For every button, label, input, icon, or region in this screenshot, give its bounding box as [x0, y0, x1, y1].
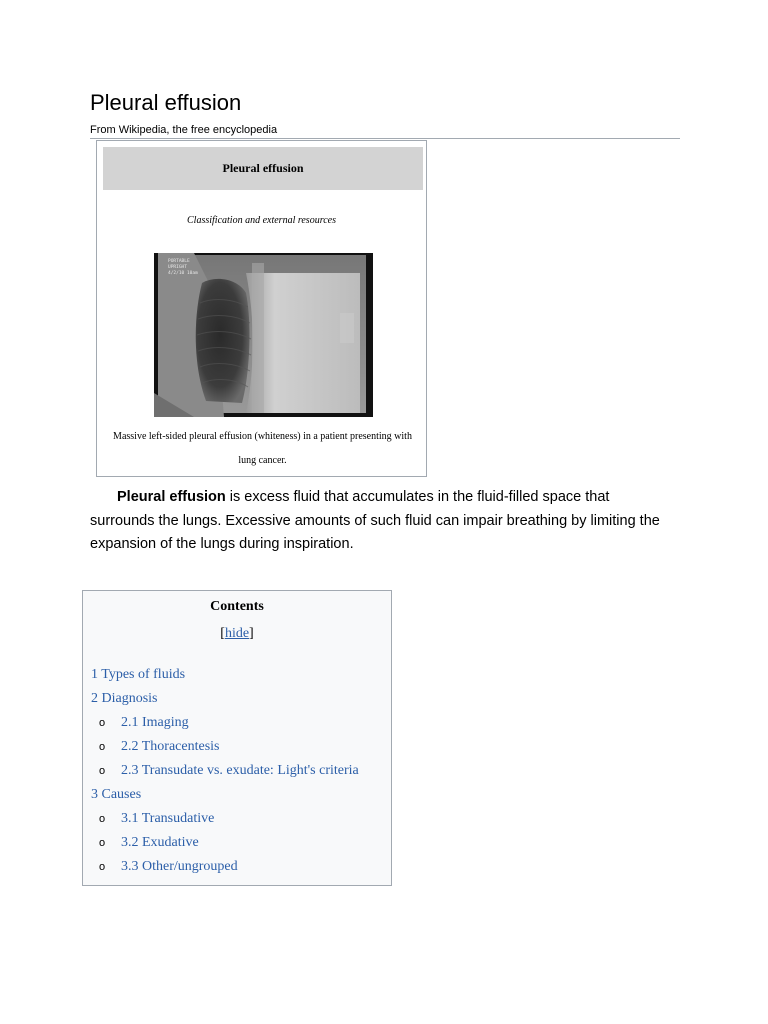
toc-item: [91, 831, 359, 855]
table-of-contents: [82, 590, 392, 886]
toc-link-thoracentesis[interactable]: 2.2 Thoracentesis: [121, 739, 220, 754]
xray-label-line-1: PORTABLE: [168, 259, 190, 264]
xray-label-line-3: 4/2/10 10am: [168, 271, 198, 276]
toc-bullet: o: [99, 813, 106, 825]
toc-link-imaging[interactable]: 2.1 Imaging: [121, 715, 189, 730]
chest-xray-image[interactable]: [154, 253, 373, 417]
toc-item: [91, 687, 359, 711]
toc-bullet: o: [99, 861, 106, 873]
toc-link-other-ungrouped[interactable]: 3.3 Other/ungrouped: [121, 859, 238, 874]
intro-bold-term: Pleural effusion: [117, 489, 226, 505]
infobox: [96, 140, 427, 477]
toc-title: Contents: [210, 599, 264, 614]
toc-list: [91, 663, 359, 879]
infobox-caption: Massive left-sided pleural effusion (whiteness) in a patient presenting with lung cancer.: [113, 431, 412, 466]
title-divider: [90, 138, 680, 139]
toc-bracket-open: [: [220, 626, 225, 641]
toc-item: [91, 735, 359, 759]
toc-toggle: [83, 626, 391, 642]
xray-graphic: [154, 253, 373, 417]
infobox-subheader: Classification and external resources: [187, 215, 336, 226]
toc-link-causes[interactable]: 3 Causes: [91, 787, 142, 802]
toc-link-diagnosis[interactable]: 2 Diagnosis: [91, 691, 158, 706]
toc-item: [91, 855, 359, 879]
toc-item: [91, 759, 359, 783]
toc-hide-link[interactable]: hide: [224, 626, 250, 641]
infobox-header: Pleural effusion: [103, 147, 423, 190]
toc-bullet: o: [99, 837, 106, 849]
toc-item: [91, 807, 359, 831]
toc-item: [91, 783, 359, 807]
page-title: Pleural effusion: [90, 90, 242, 115]
toc-item: [91, 663, 359, 687]
toc-link-lights-criteria[interactable]: 2.3 Transudate vs. exudate: Light's criteria: [121, 763, 359, 778]
intro-paragraph: [90, 486, 670, 557]
intro-text: is excess fluid that accumulates in the fluid-filled space that surrounds the lungs. Excessive amounts of such fluid can impair breathing by limiting the expansion of the lungs during inspiration.: [90, 489, 660, 552]
toc-link-exudative[interactable]: 3.2 Exudative: [121, 835, 199, 850]
toc-bracket-close: ]: [249, 626, 254, 641]
toc-bullet: o: [99, 765, 106, 777]
page-subtitle: From Wikipedia, the free encyclopedia: [90, 124, 278, 136]
xray-label-line-2: UPRIGHT: [168, 265, 187, 270]
toc-link-transudative[interactable]: 3.1 Transudative: [121, 811, 215, 826]
toc-link-types-of-fluids[interactable]: 1 Types of fluids: [91, 667, 186, 682]
toc-bullet: o: [99, 741, 106, 753]
toc-bullet: o: [99, 717, 106, 729]
toc-item: [91, 711, 359, 735]
